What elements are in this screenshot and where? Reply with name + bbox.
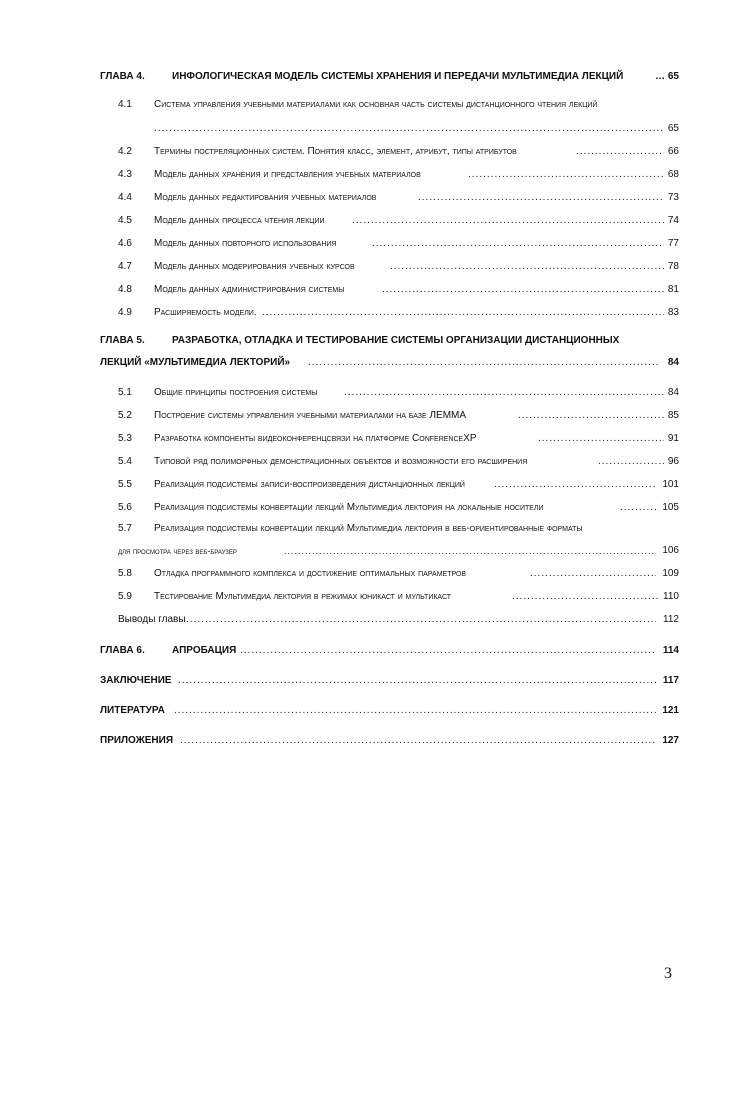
section-number: 4.1 <box>118 99 132 110</box>
toc-section-5-5[interactable] <box>0 474 733 496</box>
toc-section-4-8[interactable] <box>0 279 733 301</box>
section-number: 4.9 <box>118 307 132 318</box>
page-ref: 105 <box>662 502 679 513</box>
section-number: 4.5 <box>118 215 132 226</box>
page-ref: 68 <box>667 169 679 180</box>
dot-leader <box>494 474 656 496</box>
section-number: 5.4 <box>118 456 132 467</box>
toc-chapter-6[interactable] <box>0 640 733 662</box>
dot-leader <box>468 164 664 186</box>
dot-leader <box>598 451 664 473</box>
section-title: Построение системы управления учебными материалами на базе ЛЕММА <box>154 410 467 421</box>
toc-section-4-7[interactable] <box>0 256 733 278</box>
toc-chapter-4[interactable] <box>0 66 733 88</box>
chapter-title: ИНФОЛОГИЧЕСКАЯ МОДЕЛЬ СИСТЕМЫ ХРАНЕНИЯ И ПЕРЕДАЧИ МУЛЬТИМЕДИА ЛЕКЦИЙ <box>172 71 624 82</box>
section-title-cont: для просмотра через веб-браузер <box>118 546 237 556</box>
page-ref: 109 <box>662 568 679 579</box>
toc-section-5-2[interactable] <box>0 405 733 427</box>
page-ref: … 65 <box>655 71 679 82</box>
toc-section-4-6[interactable] <box>0 233 733 255</box>
toc-section-4-9[interactable] <box>0 302 733 324</box>
chapter-label: ГЛАВА 6. <box>100 645 145 656</box>
toc-literature[interactable] <box>0 700 733 722</box>
dot-leader <box>308 352 660 374</box>
section-number: 5.3 <box>118 433 132 444</box>
chapter-label: ГЛАВА 5. <box>100 335 145 346</box>
page-ref: 65 <box>667 123 679 134</box>
toc-section-5-1[interactable] <box>0 382 733 404</box>
dot-leader <box>418 187 664 209</box>
section-title: Отладка программного комплекса и достижение оптимальных параметров <box>154 568 467 579</box>
page-ref: 110 <box>663 591 679 602</box>
toc-section-5-7-cont <box>0 540 733 562</box>
page-ref: 85 <box>667 410 679 421</box>
toc-section-5-4[interactable] <box>0 451 733 473</box>
page-ref: 81 <box>667 284 679 295</box>
chapter-title: РАЗРАБОТКА, ОТЛАДКА И ТЕСТИРОВАНИЕ СИСТЕМЫ ОРГАНИЗАЦИИ ДИСТАНЦИОННЫХ <box>172 335 620 346</box>
dot-leader <box>174 700 656 722</box>
toc-section-5-7[interactable] <box>0 518 733 540</box>
page-ref: 73 <box>667 192 679 203</box>
section-number: 4.3 <box>118 169 132 180</box>
section-title: Модель данных повторного использования <box>154 238 337 249</box>
toc-section-4-1-cont <box>0 118 733 140</box>
chapter-title: АПРОБАЦИЯ <box>172 645 237 656</box>
section-title: Выводы главы <box>118 614 186 625</box>
toc-section-4-3[interactable] <box>0 164 733 186</box>
page-ref: 101 <box>662 479 679 490</box>
section-title: Реализация подсистемы конвертации лекций Мультимедиа лектория в веб-ориентированные форматы <box>154 523 583 534</box>
page-ref: 112 <box>663 614 679 625</box>
dot-leader <box>178 670 656 692</box>
dot-leader <box>512 586 658 608</box>
toc-chapter-5-cont <box>0 352 733 374</box>
section-title: Термины постреляционных систем. Понятия класс, элемент, атрибут, типы атрибутов <box>154 146 517 157</box>
dot-leader <box>576 141 664 163</box>
page-ref: 96 <box>667 456 679 467</box>
section-title: Система управления учебными материалами как основная часть системы дистанционного чтения лекций <box>154 99 598 110</box>
dot-leader <box>390 256 664 278</box>
page-ref: 78 <box>667 261 679 272</box>
section-number: 5.6 <box>118 502 132 513</box>
section-title: Тестирование Мультимедиа лектория в режимах юникаст и мультикаст <box>154 591 452 602</box>
dot-leader <box>284 540 656 562</box>
page-number: 3 <box>664 965 672 982</box>
section-title: Реализация подсистемы записи-воспроизведения дистанционных лекций <box>154 479 465 490</box>
section-title: Расширяемость модели. <box>154 307 257 318</box>
dot-leader <box>240 640 656 662</box>
section-title: Реализация подсистемы конвертации лекций Мультимедиа лектория на локальные носители <box>154 502 544 513</box>
section-title: Модель данных редактирования учебных материалов <box>154 192 377 203</box>
toc-appendix[interactable] <box>0 730 733 752</box>
section-number: 5.8 <box>118 568 132 579</box>
page-ref: 114 <box>662 645 679 656</box>
toc-section-4-1[interactable] <box>0 94 733 116</box>
dot-leader <box>262 302 664 324</box>
toc-conclusion[interactable] <box>0 670 733 692</box>
dot-leader <box>154 118 662 140</box>
toc-section-4-4[interactable] <box>0 187 733 209</box>
section-title: Общие принципы построения системы <box>154 387 318 398</box>
dot-leader <box>530 563 656 585</box>
page-ref: 74 <box>667 215 679 226</box>
dot-leader <box>180 730 656 752</box>
section-number: 5.5 <box>118 479 132 490</box>
dot-leader <box>372 233 664 255</box>
page-ref: 66 <box>667 146 679 157</box>
page-ref: 91 <box>667 433 679 444</box>
section-title: Модель данных администрирования системы <box>154 284 345 295</box>
section-number: 4.8 <box>118 284 132 295</box>
dot-leader <box>538 428 664 450</box>
chapter-label: ГЛАВА 4. <box>100 71 145 82</box>
section-title: ЛИТЕРАТУРА <box>100 705 165 716</box>
page-ref: 127 <box>662 735 679 746</box>
section-number: 4.7 <box>118 261 132 272</box>
toc-section-5-8[interactable] <box>0 563 733 585</box>
toc-section-5-3[interactable] <box>0 428 733 450</box>
section-number: 5.9 <box>118 591 132 602</box>
section-title: Типовой ряд полиморфных демонстрационных объектов и возможности его расширения <box>154 456 528 467</box>
section-number: 4.6 <box>118 238 132 249</box>
dot-leader <box>186 609 656 631</box>
section-title: ПРИЛОЖЕНИЯ <box>100 735 174 746</box>
page-ref: 77 <box>667 238 679 249</box>
section-title: Модель данных модерирования учебных курсов <box>154 261 355 272</box>
section-title: Разработка компоненты видеоконференцсвязи на платформе ConferenceXP <box>154 433 477 444</box>
page-ref: 106 <box>662 545 679 556</box>
page-ref: 84 <box>667 387 679 398</box>
dot-leader <box>352 210 664 232</box>
section-number: 4.4 <box>118 192 132 203</box>
section-number: 5.2 <box>118 410 132 421</box>
dot-leader <box>620 497 658 519</box>
page-ref: 121 <box>662 705 679 716</box>
section-number: 5.1 <box>118 387 132 398</box>
toc-section-4-2[interactable] <box>0 141 733 163</box>
toc-section-4-5[interactable] <box>0 210 733 232</box>
section-number: 4.2 <box>118 146 132 157</box>
section-number: 5.7 <box>118 523 132 534</box>
chapter-title-cont: ЛЕКЦИЙ «МУЛЬТИМЕДИА ЛЕКТОРИЙ» <box>100 357 291 368</box>
toc-section-5-9[interactable] <box>0 586 733 608</box>
dot-leader <box>344 382 664 404</box>
toc-conclusions[interactable] <box>0 609 733 631</box>
toc-section-5-6[interactable] <box>0 497 733 519</box>
dot-leader <box>382 279 664 301</box>
dot-leader <box>518 405 664 427</box>
page-ref: 83 <box>667 307 679 318</box>
section-title: Модель данных процесса чтения лекции <box>154 215 325 226</box>
section-title: Модель данных хранения и представления учебных материалов <box>154 169 421 180</box>
section-title: ЗАКЛЮЧЕНИЕ <box>100 675 172 686</box>
toc-chapter-5[interactable] <box>0 330 733 352</box>
page-ref: 117 <box>662 675 679 686</box>
page-ref: 84 <box>667 357 679 368</box>
